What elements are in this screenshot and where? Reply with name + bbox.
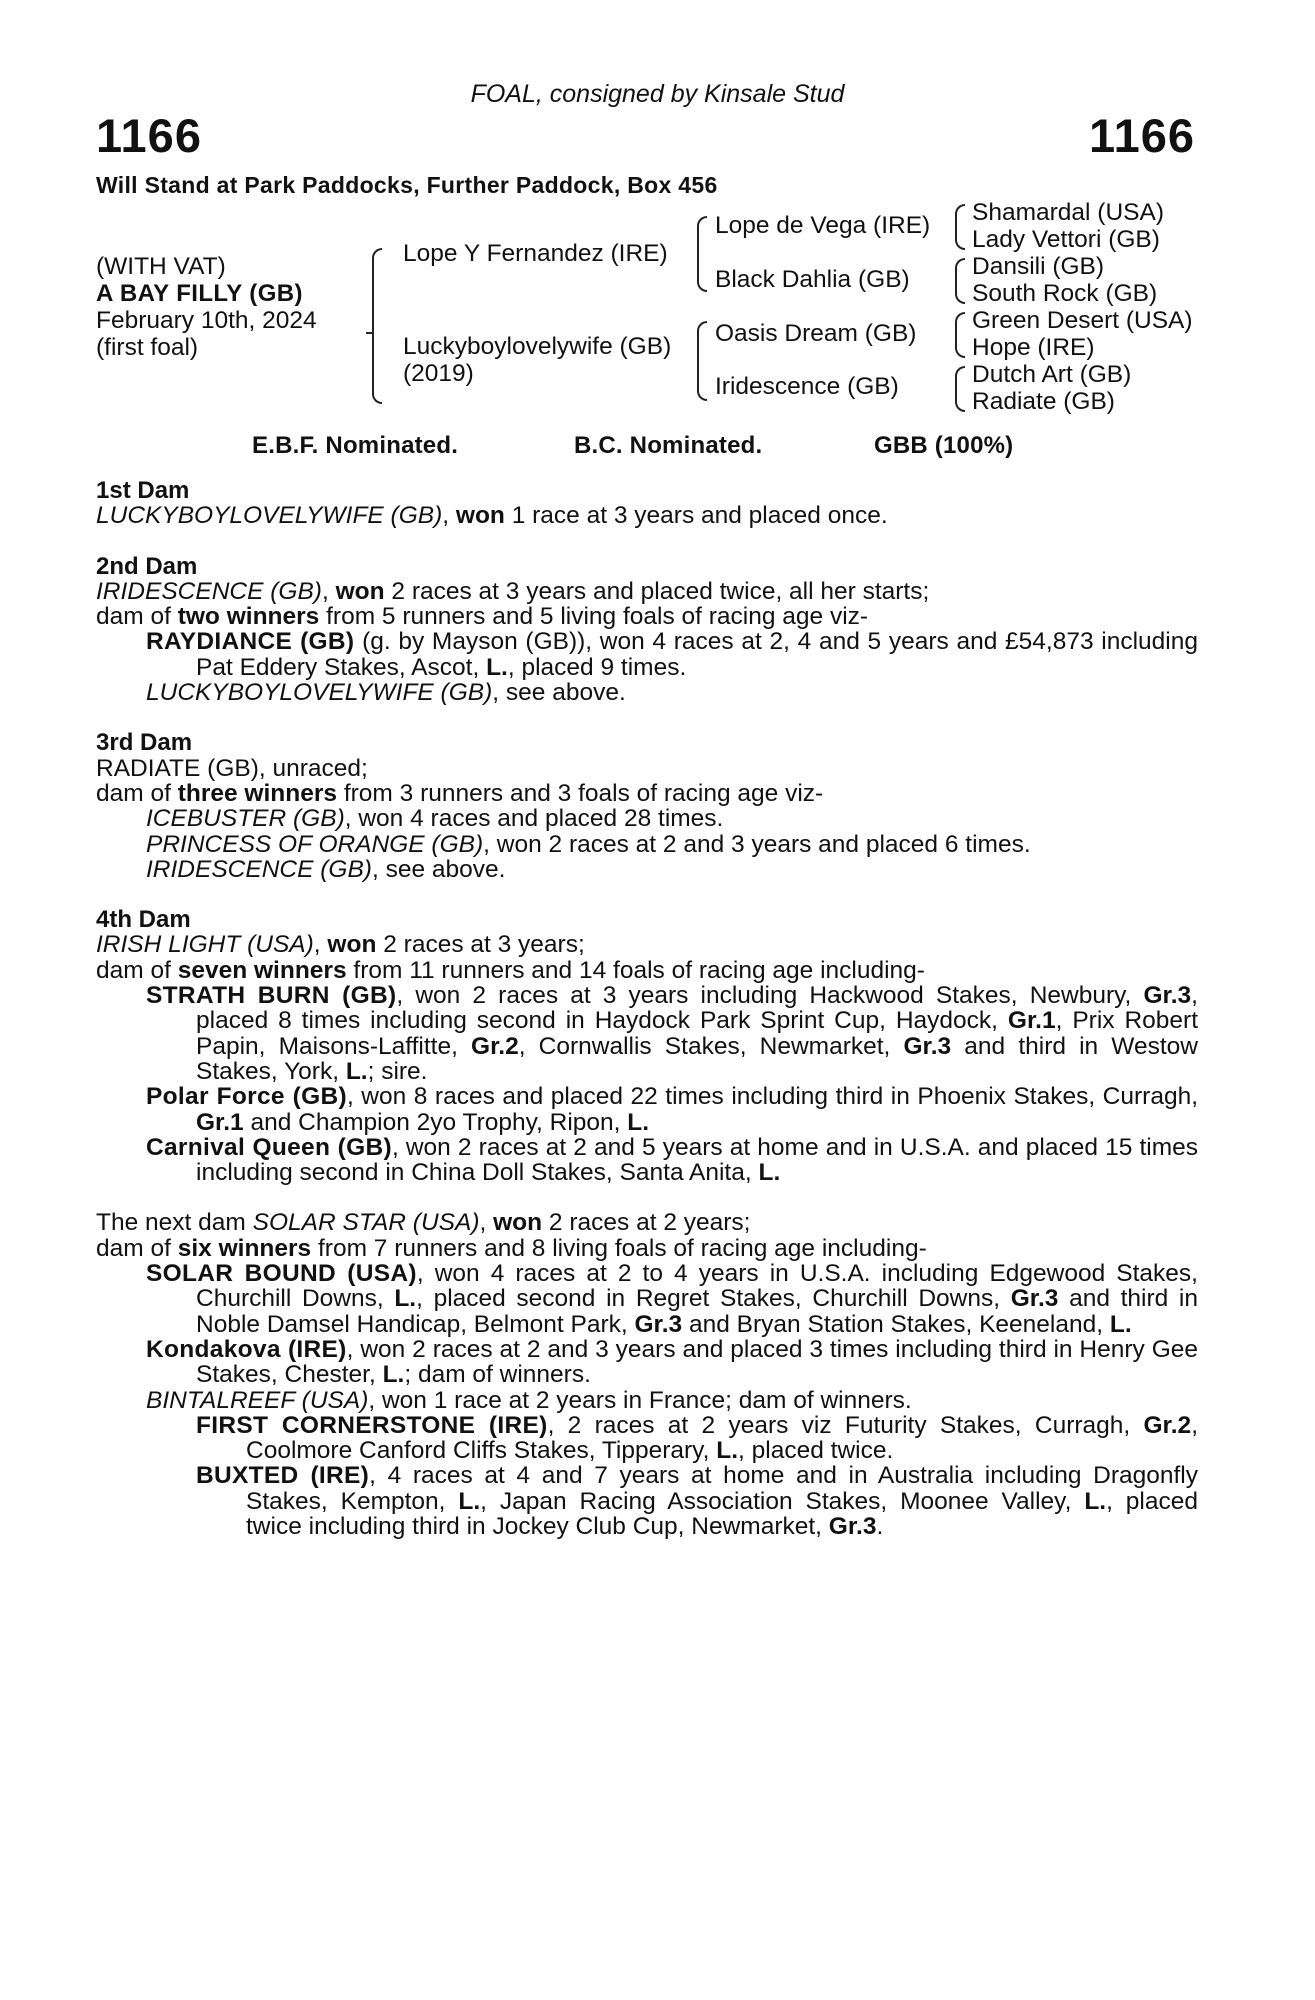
next-dam-intro: The next dam xyxy=(96,1209,253,1237)
polar-force-name: Polar Force (GB) xyxy=(146,1083,347,1111)
gbb-rating: GBB (100%) xyxy=(874,432,1014,459)
brace-g1 xyxy=(955,204,965,228)
first-dam-line: LUCKYBOYLOVELYWIFE (GB), won 1 race at 3 years and placed once. xyxy=(96,502,888,530)
comma: , xyxy=(479,1209,494,1237)
brace-main-top xyxy=(372,248,382,334)
grandparent-4: South Rock (GB) xyxy=(972,280,1158,307)
bintalreef-name: BINTALREEF (USA) xyxy=(146,1386,369,1414)
brace-sire-top xyxy=(697,216,707,251)
third-dam-winners: three winners xyxy=(177,779,338,807)
first-dam-won: won xyxy=(455,502,505,530)
produce-carnival-queen xyxy=(96,1135,1198,1186)
produce-luckyboylovelywife xyxy=(96,680,1198,705)
foal-note: (first foal) xyxy=(96,334,199,361)
fourth-dam-line: IRISH LIGHT (USA), won 2 races at 3 years; xyxy=(96,931,585,959)
brace-sire-bottom xyxy=(697,249,707,292)
fourth-dam-section xyxy=(96,907,1198,1185)
grandparent-6: Hope (IRE) xyxy=(972,334,1095,361)
bintalreef-record: , won 1 race at 2 years in France; dam of winners. xyxy=(368,1386,912,1414)
solar-bound-text: and Bryan Station Stakes, Keeneland, xyxy=(682,1310,1110,1338)
fourth-dam-produce-rest: from 11 runners and 14 foals of racing age including- xyxy=(346,956,925,984)
strath-burn-text: , Prix Robert Papin, Maisons-Laffitte, xyxy=(196,1007,1198,1060)
polar-force-text: and Champion 2yo Trophy, Ripon, xyxy=(243,1108,628,1136)
raydiance-record: (g. by Mayson (GB)), won 4 races at 2, 4 and 5 years and £54,873 including Pat Eddery Stakes, Ascot, xyxy=(196,628,1198,681)
listed-mark: L. xyxy=(345,1057,368,1085)
dam-dam: Iridescence (GB) xyxy=(715,373,899,400)
kondakova-text: , won 2 races at 2 and 3 years and placed 3 times including third in Henry Gee Stakes, Chester, xyxy=(196,1335,1198,1389)
dam-sire: Oasis Dream (GB) xyxy=(715,320,917,347)
second-dam-section xyxy=(96,554,1198,706)
carnival-queen-text: , won 2 races at 2 and 5 years at home and in U.S.A. and placed 15 times including second in China Doll Stakes, Santa Anita, xyxy=(196,1133,1199,1187)
stand-location: Will Stand at Park Paddocks, Further Paddock, Box 456 xyxy=(96,172,718,198)
princess-of-orange-record: , won 2 races at 2 and 3 years and placed 6 times. xyxy=(483,830,1031,858)
brace-g2 xyxy=(955,258,965,282)
produce-kondakova xyxy=(96,1337,1198,1388)
third-dam-produce-rest: from 3 runners and 3 foals of racing age viz- xyxy=(337,779,824,807)
fourth-dam-winners: seven winners xyxy=(177,956,347,984)
fourth-dam-produce xyxy=(96,958,1198,983)
sire-dam: Black Dahlia (GB) xyxy=(715,266,910,293)
dam-year: (2019) xyxy=(403,360,474,387)
grandparent-1: Shamardal (USA) xyxy=(972,199,1164,226)
fourth-dam-heading: 4th Dam xyxy=(96,906,191,934)
next-dam-name: SOLAR STAR (USA) xyxy=(252,1209,480,1237)
fourth-dam-won: won xyxy=(327,931,377,959)
solar-bound-text: , won 4 races at 2 to 4 years in U.S.A. including Edgewood Stakes, Churchill Downs, xyxy=(196,1260,1198,1313)
icebuster-record: , won 4 races and placed 28 times. xyxy=(344,805,724,833)
produce-bintalreef xyxy=(96,1388,1198,1413)
listed-mark: L. xyxy=(486,653,508,681)
next-dam-won: won xyxy=(493,1209,543,1237)
group-mark: Gr.3 xyxy=(634,1310,683,1338)
icebuster-name: ICEBUSTER (GB) xyxy=(146,805,345,833)
raydiance-name: RAYDIANCE (GB) xyxy=(146,628,355,656)
next-dam-line xyxy=(96,1210,1198,1235)
group-mark: Gr.3 xyxy=(828,1512,877,1540)
next-dam-record: 2 races at 2 years; xyxy=(542,1209,751,1237)
produce-solar-bound xyxy=(96,1261,1198,1337)
listed-mark: L. xyxy=(382,1361,405,1389)
carnival-queen-name: Carnival Queen (GB) xyxy=(146,1133,392,1161)
group-mark: Gr.3 xyxy=(1143,982,1192,1010)
third-dam-heading: 3rd Dam xyxy=(96,729,193,757)
second-dam-produce-rest: from 5 runners and 5 living foals of racing age viz- xyxy=(319,603,869,631)
second-dam-line: IRIDESCENCE (GB), won 2 races at 3 years and placed twice, all her starts; xyxy=(96,577,930,605)
strath-burn-text: , won 2 races at 3 years including Hackwood Stakes, Newbury, xyxy=(396,982,1144,1010)
group-mark: Gr.3 xyxy=(1010,1285,1059,1313)
first-dam-section xyxy=(96,478,1198,529)
produce-iridescence xyxy=(96,857,1198,882)
princess-of-orange-name: PRINCESS OF ORANGE (GB) xyxy=(146,830,484,858)
listed-mark: L. xyxy=(458,1487,481,1515)
listed-mark: L. xyxy=(1084,1487,1107,1515)
next-dam-winners: six winners xyxy=(177,1234,312,1262)
brace-dam-bottom xyxy=(697,354,707,401)
solar-bound-text: and third in Noble Damsel Handicap, Belmont Park, xyxy=(196,1285,1198,1338)
group-mark: Gr.3 xyxy=(903,1032,952,1060)
sire-sire: Lope de Vega (IRE) xyxy=(715,212,931,239)
horse-name: A BAY FILLY (GB) xyxy=(96,280,303,307)
first-dam-name: LUCKYBOYLOVELYWIFE (GB) xyxy=(96,502,443,530)
first-dam-heading: 1st Dam xyxy=(96,477,190,504)
vat-note: (WITH VAT) xyxy=(96,253,226,280)
buxted-text: , placed twice including third in Jockey Club Cup, Newmarket, xyxy=(246,1487,1199,1540)
strath-burn-text: ; sire. xyxy=(367,1057,428,1085)
produce-buxted xyxy=(96,1463,1198,1539)
strath-burn-name: STRATH BURN (GB) xyxy=(146,982,397,1010)
dam: Luckyboylovelywife (GB) xyxy=(403,333,672,360)
brace-main-bottom xyxy=(372,332,382,404)
kondakova-text: ; dam of winners. xyxy=(404,1361,591,1389)
brace-g4-bottom xyxy=(955,388,965,412)
brace-g3-bottom xyxy=(955,334,965,358)
listed-mark: L. xyxy=(716,1437,739,1465)
kondakova-name: Kondakova (IRE) xyxy=(146,1335,347,1363)
lot-number-left: 1166 xyxy=(96,109,202,162)
strath-burn-text: , placed 8 times including second in Haydock Park Sprint Cup, Haydock, xyxy=(196,982,1198,1035)
group-mark: Gr.2 xyxy=(471,1032,519,1060)
brace-g2-bottom xyxy=(955,280,965,304)
group-mark: Gr.1 xyxy=(1007,1007,1056,1035)
strath-burn-text: , Cornwallis Stakes, Newmarket, xyxy=(518,1032,904,1060)
next-dam-produce-rest: from 7 runners and 8 living foals of racing age including- xyxy=(311,1234,927,1262)
dam-of-text: dam of xyxy=(96,1234,178,1262)
listed-mark: L. xyxy=(394,1285,417,1313)
solar-bound-text: , placed second in Regret Stakes, Churchill Downs, xyxy=(416,1285,1011,1313)
produce-polar-force xyxy=(96,1084,1198,1135)
see-above: , see above. xyxy=(371,855,506,883)
produce-princess-of-orange xyxy=(96,832,1198,857)
dam-of-text: dam of xyxy=(96,779,178,807)
first-cornerstone-name: FIRST CORNERSTONE (IRE) xyxy=(196,1411,548,1439)
produce-first-cornerstone xyxy=(96,1413,1198,1464)
grandparent-5: Green Desert (USA) xyxy=(972,307,1193,334)
listed-mark: L. xyxy=(1109,1310,1132,1338)
second-dam-won: won xyxy=(335,577,385,605)
fourth-dam-record: 2 races at 3 years; xyxy=(376,931,585,959)
third-dam-produce xyxy=(96,781,1198,806)
ebf-nominated: E.B.F. Nominated. xyxy=(252,432,459,459)
group-mark: Gr.1 xyxy=(196,1108,244,1136)
fourth-dam-name: IRISH LIGHT (USA) xyxy=(96,931,314,959)
first-cornerstone-text: , Coolmore Canford Cliffs Stakes, Tipperary, xyxy=(246,1411,1198,1465)
buxted-name: BUXTED (IRE) xyxy=(196,1462,370,1490)
first-dam-record: 1 race at 3 years and placed once. xyxy=(504,502,888,530)
second-dam-heading: 2nd Dam xyxy=(96,552,198,580)
buxted-text: . xyxy=(876,1512,884,1540)
sire: Lope Y Fernandez (IRE) xyxy=(403,240,668,267)
second-dam-winners: two winners xyxy=(177,603,320,631)
second-dam-name: IRIDESCENCE (GB) xyxy=(96,577,322,605)
dam-of-text: dam of xyxy=(96,956,178,984)
third-dam-section xyxy=(96,730,1198,882)
lot-number-right: 1166 xyxy=(1089,109,1195,162)
third-dam-line: RADIATE (GB), unraced; xyxy=(96,754,368,782)
iridescence-name: IRIDESCENCE (GB) xyxy=(146,855,372,883)
brace-g4 xyxy=(955,366,965,390)
next-dam-section xyxy=(96,1210,1198,1539)
second-dam-produce xyxy=(96,604,1198,629)
grandparent-7: Dutch Art (GB) xyxy=(972,361,1132,388)
produce-strath-burn xyxy=(96,983,1198,1084)
grandparent-2: Lady Vettori (GB) xyxy=(972,226,1160,253)
consigned-by: FOAL, consigned by Kinsale Stud xyxy=(470,80,845,108)
buxted-text: , 4 races at 4 and 7 years at home and in Australia including Dragonfly Stakes, Kempton, xyxy=(246,1462,1198,1515)
luckyboylovelywife-name: LUCKYBOYLOVELYWIFE (GB) xyxy=(146,679,493,707)
buxted-text: , Japan Racing Association Stakes, Moonee Valley, xyxy=(480,1487,1085,1515)
first-cornerstone-text: , placed twice. xyxy=(738,1437,894,1465)
strath-burn-text: and third in Westow Stakes, York, xyxy=(196,1032,1198,1085)
brace-g3 xyxy=(955,312,965,336)
second-dam-record: 2 races at 3 years and placed twice, all her starts; xyxy=(384,577,930,605)
solar-bound-name: SOLAR BOUND (USA) xyxy=(146,1260,417,1288)
next-dam-produce xyxy=(96,1236,1198,1261)
listed-mark: L. xyxy=(627,1108,650,1136)
grandparent-3: Dansili (GB) xyxy=(972,253,1105,280)
brace-g1-bottom xyxy=(955,226,965,250)
bc-nominated: B.C. Nominated. xyxy=(574,432,763,459)
horse-dob: February 10th, 2024 xyxy=(96,307,317,334)
produce-raydiance xyxy=(96,629,1198,680)
grandparent-8: Radiate (GB) xyxy=(972,388,1115,415)
listed-mark: L. xyxy=(758,1159,781,1187)
dam-of-text: dam of xyxy=(96,603,178,631)
raydiance-end: , placed 9 times. xyxy=(507,653,687,681)
polar-force-text: , won 8 races and placed 22 times including third in Phoenix Stakes, Curragh, xyxy=(346,1083,1198,1111)
brace-main-tip xyxy=(366,332,372,334)
catalogue-body xyxy=(96,478,1198,1539)
see-above: , see above. xyxy=(492,679,626,707)
group-mark: Gr.2 xyxy=(1143,1411,1192,1439)
produce-icebuster xyxy=(96,806,1198,831)
first-cornerstone-text: , 2 races at 2 years viz Futurity Stakes, Curragh, xyxy=(547,1411,1144,1439)
brace-dam-top xyxy=(697,321,707,356)
